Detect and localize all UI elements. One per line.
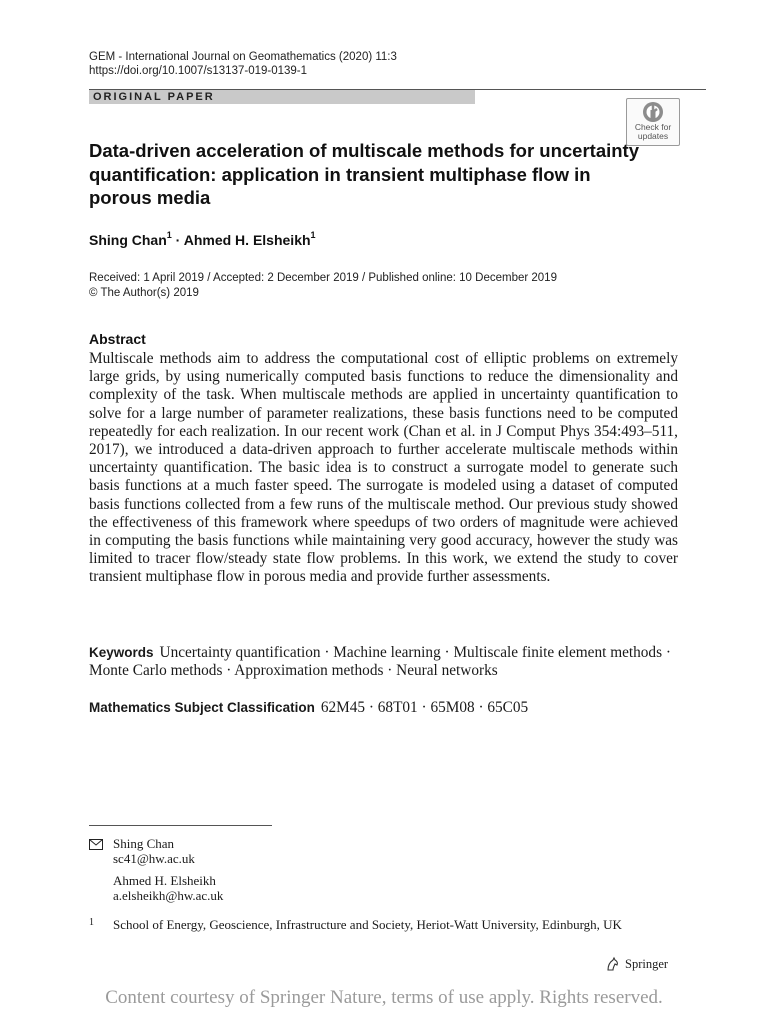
footnote-rule bbox=[89, 825, 272, 826]
abstract-text: Multiscale methods aim to address the computational cost of elliptic problems on extremely large grids, by using numerically computed basis functions to reduce the dimensionality and complexity of the task. When multiscale methods are applied in uncertainty quantification to solve for a large number of parameter realizations, these basis functions need to be computed repeatedly for each realization. In our recent work (Chan et al. in J Comput Phys 354:493–511, 2017), we introduced a data-driven approach to further accelerate multiscale methods within uncertainty quantification. The basic idea is to construct a surrogate model to generate such basis functions at a much faster speed. The surrogate is modeled using a dataset of computed basis functions collected from a few runs of the multiscale method. Our previous study showed the effectiveness of this framework where speedups of two orders of magnitude were achieved in computing the basis functions while maintaining very good accuracy, however the study was limited to tracer flow/steady state flow problems. In this work, we extend the study to cover transient multiphase flow in porous media and provide further assessments. bbox=[89, 350, 678, 586]
paper-title: Data-driven acceleration of multiscale methods for uncertainty quantification: application in transient multiphase flow in porous media bbox=[89, 140, 640, 208]
publisher-name: Springer bbox=[625, 956, 669, 971]
article-type-label: ORIGINAL PAPER bbox=[93, 91, 215, 103]
copyright-line: © The Author(s) 2019 bbox=[89, 287, 199, 299]
affiliation-mark: 1 bbox=[310, 230, 316, 240]
msc-label: Mathematics Subject Classification bbox=[89, 700, 315, 715]
abstract-heading: Abstract bbox=[89, 331, 146, 347]
journal-citation: GEM - International Journal on Geomathematics (2020) 11:3 bbox=[89, 51, 397, 63]
article-type-banner bbox=[89, 90, 475, 104]
keywords-section bbox=[89, 644, 689, 680]
dates-line: Received: 1 April 2019 / Accepted: 2 December 2019 / Published online: 10 December 2019 bbox=[89, 272, 557, 284]
author-separator: · bbox=[171, 232, 184, 248]
check-updates-icon bbox=[642, 101, 664, 123]
publisher-mark bbox=[605, 956, 668, 972]
copyright-watermark: Content courtesy of Springer Nature, terms of use apply. Rights reserved. bbox=[105, 987, 663, 1008]
msc-section bbox=[89, 699, 528, 717]
coauthor-name: Ahmed H. Elsheikh bbox=[113, 873, 216, 888]
affiliation-text: School of Energy, Geoscience, Infrastructure and Society, Heriot-Watt University, Edinburgh, UK bbox=[113, 917, 622, 932]
badge-line-2: updates bbox=[637, 131, 669, 141]
corresponding-author-name: Shing Chan bbox=[113, 836, 175, 851]
affiliation-number: 1 bbox=[89, 917, 94, 928]
keywords-label: Keywords bbox=[89, 645, 154, 660]
badge-line-1: Check for bbox=[634, 122, 672, 132]
msc-codes: 62M45 · 68T01 · 65M08 · 65C05 bbox=[320, 699, 529, 716]
publication-dates bbox=[89, 271, 557, 301]
corresponding-author-email[interactable]: sc41@hw.ac.uk bbox=[113, 851, 195, 866]
doi-link[interactable]: https://doi.org/10.1007/s13137-019-0139-1 bbox=[89, 65, 308, 77]
coauthor-email[interactable]: a.elsheikh@hw.ac.uk bbox=[113, 888, 224, 903]
author-name[interactable]: Shing Chan bbox=[89, 232, 167, 248]
envelope-icon bbox=[89, 837, 103, 855]
author-list bbox=[89, 232, 316, 248]
keywords-text: Uncertainty quantification · Machine learning · Multiscale finite element methods · Monte Carlo methods · Approximation methods · Neural networks bbox=[89, 644, 671, 680]
affiliation-mark: 1 bbox=[166, 230, 172, 240]
springer-horse-icon bbox=[605, 956, 621, 972]
author-name[interactable]: Ahmed H. Elsheikh bbox=[183, 232, 311, 248]
